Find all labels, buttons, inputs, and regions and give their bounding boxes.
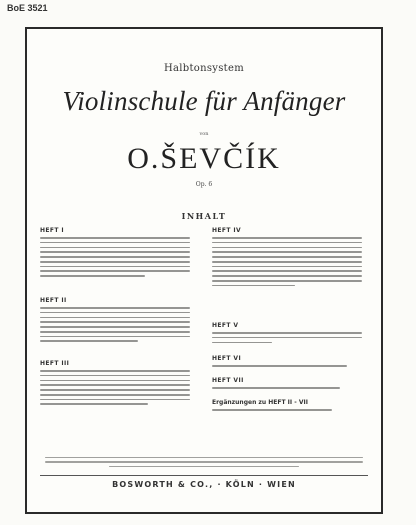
footnote: [45, 454, 363, 470]
section-heft-7: [212, 377, 362, 392]
section-heft-6: [212, 355, 362, 370]
section-title: HEFT III: [40, 360, 70, 367]
section-title: HEFT II: [40, 297, 67, 304]
section-heft-4: [212, 227, 362, 290]
opus-number: Op. 6: [195, 181, 213, 188]
series-title: Halbtonsystem: [164, 63, 244, 74]
supplement-block: [212, 399, 362, 414]
section-title: HEFT I: [40, 227, 65, 234]
section-heft-3: [40, 360, 190, 408]
section-title: HEFT VII: [212, 377, 244, 384]
section-heft-1: [40, 227, 190, 280]
by-word: von: [199, 131, 209, 137]
main-title: Violinschule für Anfänger: [62, 86, 346, 116]
catalog-code: BoE 3521: [7, 3, 48, 13]
supplement-title: Ergänzungen zu HEFT II - VII: [212, 399, 308, 406]
section-title: HEFT VI: [212, 355, 242, 362]
section-heft-2: [40, 297, 190, 345]
section-title: HEFT V: [212, 322, 239, 329]
contents-heading: INHALT: [181, 211, 227, 221]
title-page-frame: [25, 27, 383, 514]
bottom-rule: [40, 475, 368, 476]
section-heft-5: [212, 322, 362, 346]
composer-name: O.ŠEVČÍK: [127, 142, 281, 175]
publisher-imprint: BOSWORTH & CO., · KÖLN · WIEN: [112, 480, 296, 489]
section-title: HEFT IV: [212, 227, 242, 234]
